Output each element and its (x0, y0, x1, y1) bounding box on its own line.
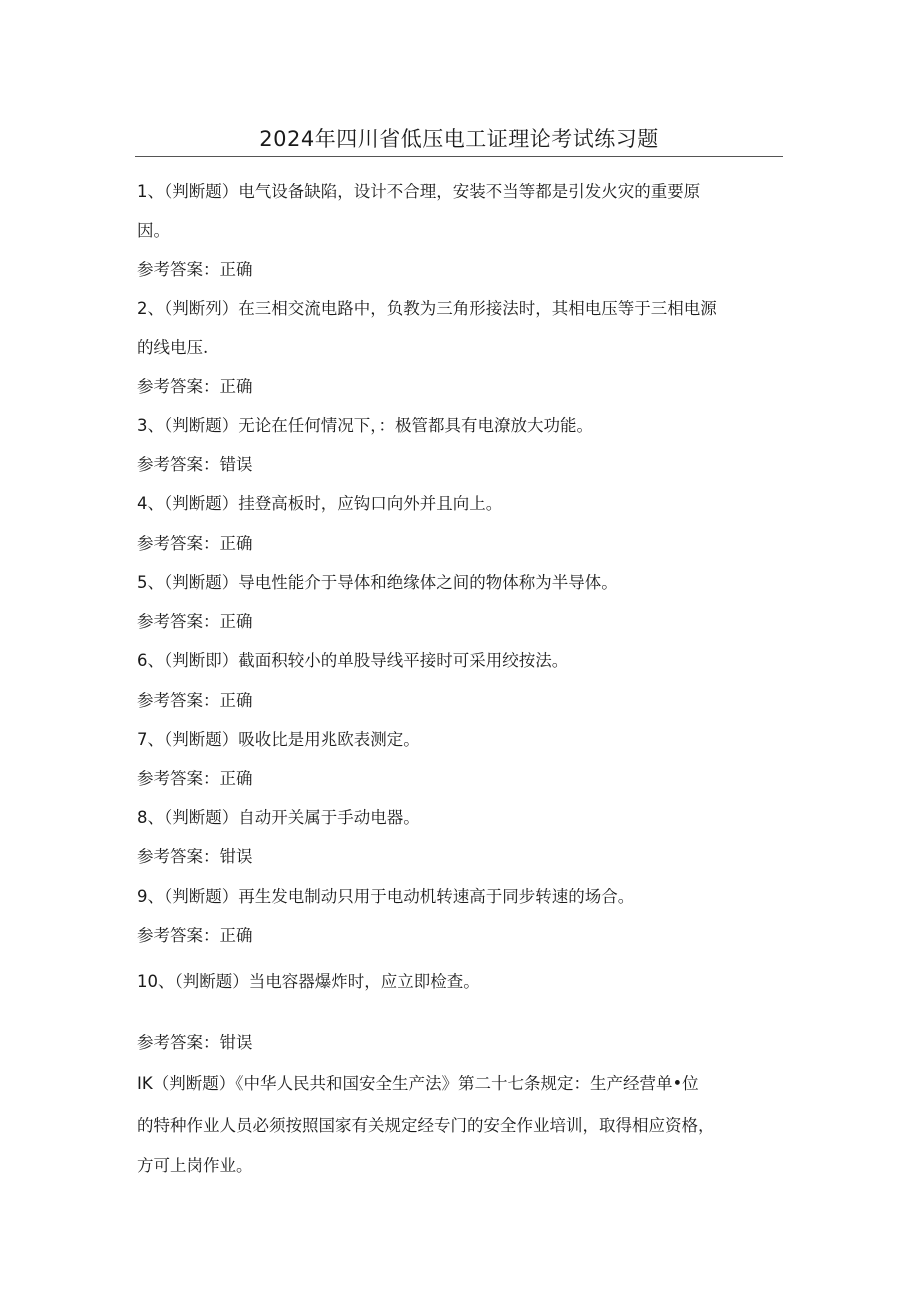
question-10-line-1 (137, 970, 480, 994)
question-3-number: 3 (137, 416, 148, 435)
question-5-line-1 (137, 571, 618, 595)
question-8-separator: 、 (147, 808, 164, 827)
question-2-separator: 、 (147, 299, 164, 318)
question-1-number: 1 (137, 182, 148, 201)
question-4-number: 4 (137, 494, 148, 513)
answer-5: 参考答案：正确 (137, 612, 253, 631)
question-9-number: 9 (137, 887, 148, 906)
question-1-line-1 (137, 180, 700, 204)
question-7-text-1: （判断题）吸收比是用兆欧表测定。 (164, 730, 420, 749)
question-11-text-1: （判断题）《中华人民共和国安全生产法》第二十七条规定：生产经营单•位 (152, 1074, 699, 1093)
question-1-separator: 、 (147, 182, 164, 201)
question-5-text-1: （判断题）导电性能介于导体和绝缘体之间的物体称为半导体。 (164, 573, 618, 592)
answer-8: 参考答案：钳误 (137, 847, 253, 866)
question-2-line-2: 的线电压. (137, 338, 209, 357)
question-2-line-1 (137, 297, 717, 321)
question-8-number: 8 (137, 808, 148, 827)
question-7-separator: 、 (147, 730, 164, 749)
question-6-number: 6 (137, 651, 148, 670)
question-4-line-1 (137, 492, 502, 516)
question-5-number: 5 (137, 573, 148, 592)
question-5-separator: 、 (147, 573, 164, 592)
answer-4: 参考答案：正确 (137, 534, 253, 553)
question-4-text-1: （判断题）挂登高板时，应钩口向外并且向上。 (164, 494, 503, 513)
question-11-line-1 (137, 1072, 699, 1096)
question-3-text-1: （判断题）无论在任何情况下，：极管都具有电潦放大功能。 (164, 416, 593, 435)
question-2-number: 2 (137, 299, 148, 318)
question-2-text-1: （判断列）在三相交流电路中，负教为三角形接法时，其相电压等于三相电源 (164, 299, 717, 318)
answer-9: 参考答案：正确 (137, 926, 253, 945)
answer-2: 参考答案：正确 (137, 377, 253, 396)
question-3-separator: 、 (147, 416, 164, 435)
question-4-separator: 、 (147, 494, 164, 513)
answer-7: 参考答案：正确 (137, 769, 253, 788)
answer-6: 参考答案：正确 (137, 691, 253, 710)
answer-1: 参考答案：正确 (137, 260, 253, 279)
question-9-separator: 、 (147, 887, 164, 906)
question-3-line-1 (137, 414, 593, 438)
question-1-line-2: 因。 (137, 221, 170, 240)
question-8-line-1 (137, 806, 420, 830)
answer-10: 参考答案：钳误 (137, 1033, 253, 1052)
answer-3: 参考答案：错误 (137, 455, 253, 474)
question-6-separator: 、 (147, 651, 164, 670)
question-10-separator: 、 (158, 972, 175, 991)
question-10-number: 10 (137, 972, 158, 991)
question-10-text-1: （判断题）当电容器爆炸时，应立即检查。 (174, 972, 480, 991)
question-11-number: IK (137, 1074, 153, 1093)
question-7-number: 7 (137, 730, 148, 749)
document-title: 2024年四川省低压电工证理论考试练习题 (259, 127, 659, 151)
question-6-text-1: （判断即）截面积较小的单股导线平接时可采用绞按法。 (164, 651, 569, 670)
title-divider (135, 156, 783, 157)
question-6-line-1 (137, 649, 568, 673)
question-11-line-2: 的特种作业人员必须按照国家有关规定经专门的安全作业培训，取得相应资格， (137, 1116, 715, 1135)
question-9-line-1 (137, 885, 634, 909)
question-1-text-1: （判断题）电气设备缺陷，设计不合理，安装不当等都是引发火灾的重要原 (164, 182, 701, 201)
question-7-line-1 (137, 728, 420, 752)
question-11-line-3: 方可上岗作业。 (137, 1156, 253, 1175)
question-8-text-1: （判断题）自动开关属于手动电器。 (164, 808, 420, 827)
question-9-text-1: （判断题）再生发电制动只用于电动机转速高于同步转速的场合。 (164, 887, 635, 906)
